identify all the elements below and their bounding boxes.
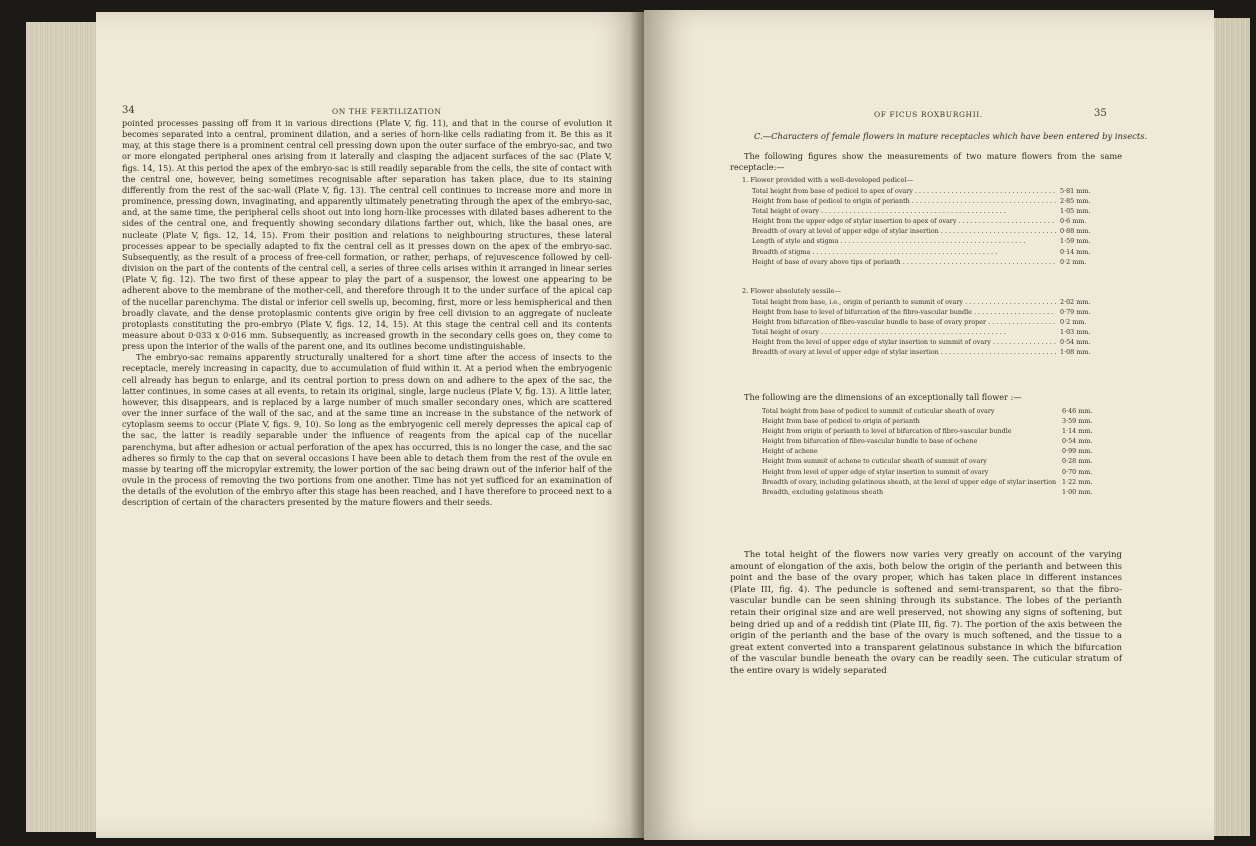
measurement-value: 0·54 mm. xyxy=(1060,338,1091,347)
measurement-label: Breadth, excluding gelatinous sheath xyxy=(762,487,884,496)
measurement-label: Breadth of ovary at level of upper edge of stylar insertion . . . xyxy=(752,226,1056,236)
table-title: 2. Flower absolutely sessile— xyxy=(742,287,841,295)
measurement-label: Height from base to level of bifurcation of the fibro-vascular bundle . . . xyxy=(752,307,1056,317)
measurement-value: 0·79 mm. xyxy=(1060,308,1091,317)
measurement-value: 1·03 mm. xyxy=(1060,328,1091,337)
table-row xyxy=(762,456,1102,466)
measurement-value: 0·99 mm. xyxy=(1062,447,1093,456)
measurement-value: 1·59 mm. xyxy=(1060,237,1091,246)
measurement-label: Total height of ovary . . . xyxy=(752,327,1056,337)
table-row xyxy=(752,196,1100,206)
closing-text xyxy=(730,550,1122,678)
measurement-label: Length of style and stigma . . . xyxy=(752,236,1056,246)
table-row xyxy=(752,247,1100,257)
table-row xyxy=(762,487,1102,497)
table-row xyxy=(762,426,1102,436)
measurement-label: Height of achene xyxy=(762,447,818,456)
measurement-label: Height from the level of upper edge of stylar insertion to summit of ovary . . . xyxy=(752,337,1056,347)
table-row xyxy=(762,446,1102,456)
table-row xyxy=(752,297,1100,307)
right-page xyxy=(644,10,1214,840)
body-text xyxy=(122,118,612,508)
measurement-value: 6·46 mm. xyxy=(1062,407,1093,415)
page-number: 34 xyxy=(122,105,135,116)
measurement-label: Height from base of pedicel to origin of perianth xyxy=(762,417,920,426)
measurement-value: 0·14 mm. xyxy=(1060,247,1091,256)
left-page xyxy=(96,12,644,838)
tall-rows xyxy=(762,406,1102,497)
measurement-label: Total height from base of pedicel to apex of ovary . . . xyxy=(752,186,1056,196)
table-row xyxy=(752,337,1100,347)
paragraph: The following figures show the measurements of two mature flowers from the same receptacle:— xyxy=(730,151,1122,173)
measurement-label: Height from the upper edge of stylar insertion to apex of ovary . . . xyxy=(752,216,1056,226)
table-row xyxy=(752,236,1100,246)
table-row xyxy=(762,477,1102,487)
table-row xyxy=(752,257,1100,267)
paragraph: The embryo-sac remains apparently structurally unaltered for a short time after the access of insects to the receptacle, merely increasing in capacity, due to accumulation of fluid within it. At a period when the embryogenic cell already has begun to enlarge, and its central portion to press down on and adhere to the apex of the sac, the latter continues, in some cases at all events, to retain its original, single, large nucleus (Plate V, fig. 13). A little later, however, this disappears, and is replaced by a large number of much smaller secondary ones, which are scattered over the inner surface of the wall of the sac, and at the same time an increase in the substance of the network of cytoplasm seems to occur (Plate V, figs. 9, 10). So long as the embryogenic cell merely depresses the apical cap of the sac, the latter is readily separable under the influence of reagents from the apical cap of the nucellar parenchyma, but after adhesion or actual perforation of the apex has occurred, this is no longer the case, and the sac adheres so firmly to the cap that on several occasions I have been able to detach them from the rest of the ovule en masse by tearing off the micropylar extremity, the lower portion of the sac being drawn out of the inferior half of the ovule in the process of removing the two portions from one another. Time has not yet sufficed for an examination of the details of the evolution of the embryo after this stage has been reached, and I have therefore to proceed next to a description of certain of the characters presented by the mature flowers and their seeds. xyxy=(122,352,612,508)
measurements-flower-1 xyxy=(742,175,1100,267)
measurement-value: 1·00 mm. xyxy=(1062,487,1093,496)
table-row xyxy=(762,467,1102,477)
paragraph: pointed processes passing off from it in various directions (Plate V, fig. 11), and that in the course of evolution it becomes separated into a central, prominent dilation, and a series of horn-like cells radiating from it. Be this as it may, at this stage there is a prominent central cell pressing down upon the outer surface of the embryo-sac, and two or more elongated peripheral ones arising from it laterally and clasping the adjacent surfaces of the sac (Plate V, figs. 14, 15). At this period the apex of the embryo-sac is still readily separable from the cells, the site of contact with the central one, however, being sometimes recognisable after separation has taken place, due to its staining differently from the rest of the sac-wall (Plate V, fig. 13). The central cell continues to increase more and more in prominence, pressing down, invaginating, and apparently ultimately penetrating through the apex of the embryo-sac, and, at the same time, the peripheral cells shoot out into long horn-like processes with dilated bases adherent to the sides of the central one, and frequently showing secondary dilations farther out, which, like the basal ones, are nucleate (Plate V, figs. 12, 14, 15). From their position and relations to neighbouring structures, these lateral processes appear to be specially adapted to fix the central cell as it presses down on the apex of the embryo-sac. Subsequently, as the result of a process of free-cell formation, or rather, perhaps, of rejuvescence followed by cell-division on the part of the contents of the central cell, a series of three cells arises within it arranged in linear series (Plate V, fig. 12). The two first of these appear to play the part of a suspensor, the lowest one appearing to be adherent above to the membrane of the mother-cell, and therefore through it to the under surface of the apical cap of the nucellar parenchyma. The distal or inferior cell swells up, becoming, first, more or less hemispherical and then broadly clavate, and the dense protoplasmic contents give origin by free cell division to an aggregate of nucleate protoplasts constituting the pro-embryo (Plate V, figs. 12, 14, 15). At this stage the central cell and its contents measure about 0·033 x 0·016 mm. Subsequently, as increased growth in the secondary cells goes on, they come to press upon the interior of the walls of the parent one, and its outlines become undistinguishable. xyxy=(122,118,612,352)
measurement-label: Height from base of pedicel to origin of perianth . . . xyxy=(752,196,1056,206)
table-row xyxy=(752,317,1100,327)
measurement-value: 0·6 mm. xyxy=(1060,217,1087,226)
table-row xyxy=(762,436,1102,446)
measurements-tall-flower xyxy=(762,406,1102,497)
measurement-value: 5·81 mm. xyxy=(1060,187,1091,195)
measurement-value: 0·54 mm. xyxy=(1062,437,1093,446)
table-row xyxy=(752,327,1100,337)
running-head: ON THE FERTILIZATION xyxy=(332,107,442,116)
measurement-value: 2·85 mm. xyxy=(1060,197,1091,206)
measurement-label: Total height from base, i.e., origin of perianth to summit of ovary . . . xyxy=(752,297,1056,307)
table-row xyxy=(752,307,1100,317)
measurement-label: Height from bifurcation of fibro-vascular bundle to base of ochene xyxy=(762,437,978,446)
flower1-rows xyxy=(742,186,1100,267)
paragraph: The following are the dimensions of an exceptionally tall flower :— xyxy=(744,392,1022,402)
measurement-value: 0·70 mm. xyxy=(1062,467,1093,476)
measurement-label: Breadth of ovary at level of upper edge of stylar insertion . . . xyxy=(752,347,1056,357)
table-title: 1. Flower provided with a well-developed pedicel— xyxy=(742,176,914,184)
table-row xyxy=(752,186,1100,196)
measurement-label: Breadth of ovary, including gelatinous sheath, at the level of upper edge of stylar insertion xyxy=(762,477,1057,486)
measurement-value: 0·28 mm. xyxy=(1062,457,1093,466)
table-row xyxy=(752,347,1100,357)
measurement-value: 1·08 mm. xyxy=(1060,348,1091,357)
measurements-flower-2 xyxy=(742,286,1100,358)
table-row xyxy=(762,406,1102,416)
section-heading: C.—Characters of female flowers in mature receptacles which have been entered by insects. xyxy=(754,131,1148,141)
intro-text xyxy=(730,151,1122,173)
table-row xyxy=(752,216,1100,226)
paragraph: The total height of the flowers now varies very greatly on account of the varying amount of elongation of the axis, both below the origin of the perianth and between this point and the base of the ovary proper, which has taken place in different instances (Plate III, fig. 4). The peduncle is softened and semi-transparent, so that the fibro-vascular bundle can be seen shining through its substance. The lobes of the perianth retain their original size and are well preserved, not showing any signs of softening, but being dried up and of a reddish tint (Plate III, fig. 7). The portion of the axis between the origin of the perianth and the base of the ovary is much softened, and the tissue to a great extent converted into a transparent gelatinous substance in which the bifurcation of the vascular bundle beneath the ovary can be readily seen. The cuticular stratum of the entire ovary is widely separated xyxy=(730,550,1122,676)
measurement-label: Height from bifurcation of fibro-vascular bundle to base of ovary proper . . . xyxy=(752,317,1056,327)
measurement-value: 1·05 mm. xyxy=(1060,207,1091,216)
measurement-value: 0·2 mm. xyxy=(1060,318,1087,327)
measurement-value: 2·02 mm. xyxy=(1060,298,1091,306)
table-row xyxy=(762,416,1102,426)
measurement-value: 3·59 mm. xyxy=(1062,417,1093,426)
tall-intro-text xyxy=(730,392,1122,403)
measurement-value: 1·22 mm. xyxy=(1062,477,1093,486)
measurement-value: 0·88 mm. xyxy=(1060,227,1091,236)
measurement-label: Breadth of stigma . . . xyxy=(752,247,1056,257)
measurement-label: Height from origin of perianth to level of bifurcation of fibro-vascular bundle xyxy=(762,427,1012,436)
measurement-label: Height from summit of achene to cuticular sheath of summit of ovary xyxy=(762,457,987,466)
measurement-label: Height of base of ovary above tips of perianth . . . xyxy=(752,257,1056,267)
running-head: OF FICUS ROXBURGHII. xyxy=(874,110,983,119)
flower2-rows xyxy=(742,297,1100,358)
table-row xyxy=(752,226,1100,236)
table-row xyxy=(752,206,1100,216)
measurement-value: 0·2 mm. xyxy=(1060,257,1087,266)
measurement-label: Total height from base of pedicel to summit of cuticular sheath of ovary xyxy=(762,407,995,415)
page-number: 35 xyxy=(1094,108,1107,119)
measurement-value: 1·14 mm. xyxy=(1062,427,1093,436)
measurement-label: Total height of ovary . . . xyxy=(752,206,1056,216)
book-spread xyxy=(18,4,1250,840)
measurement-label: Height from level of upper edge of stylar insertion to summit of ovary xyxy=(762,467,989,476)
